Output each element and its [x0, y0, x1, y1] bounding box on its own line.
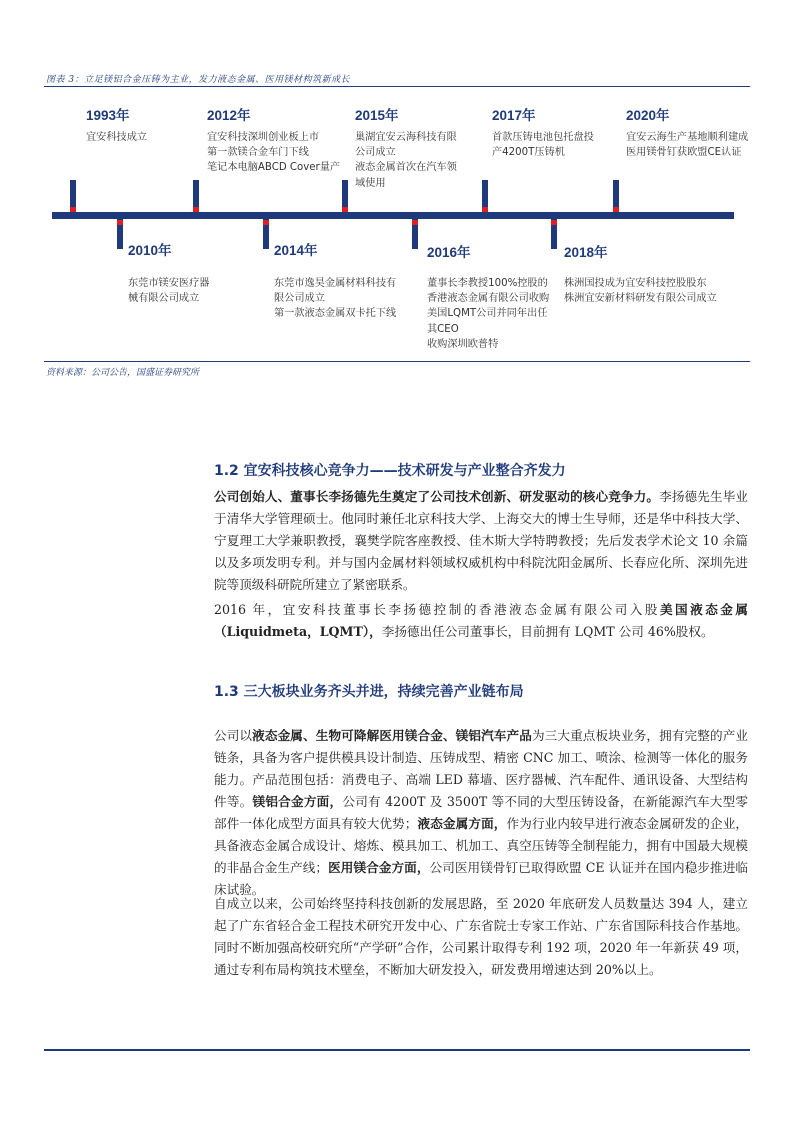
timeline-year-2014: 2014年: [274, 243, 318, 258]
section-heading-1-2: 1.2 宜安科技核心竞争力——技术研发与产业整合齐发力: [214, 463, 566, 479]
timeline-event-1993: 宜安科技成立: [86, 132, 148, 143]
timeline-axis: [52, 212, 734, 219]
paragraph-founder: 公司创始人、董事长李扬德先生奠定了公司技术创新、研发驱动的核心竞争力。李扬德先生毕业于清华大学管理硕士。他同时兼任北京科技大学、上海交大的博士生导师，还是华中科技大学、宁夏理工大学兼职教授，襄樊学院客座教授、佳木斯大学特聘教授；先后发表学术论文 10 余篇以及多项发明专利。并与国内金属材料领域权威机构中科院沈阳金属所、长春应化所、深圳先进院等顶级科研院所建立了紧密联系。: [214, 489, 749, 592]
paragraph-lqmt: 2016 年，宜安科技董事长李扬德控制的香港液态金属有限公司入股美国液态金属（Liquidmeta，LQMT），李扬德出任公司董事长，目前拥有 LQMT 公司 46%股权。: [214, 602, 748, 639]
timeline-tick-1993: [70, 180, 76, 214]
timeline-tick-2017: [482, 180, 488, 214]
timeline-tick-2020: [613, 180, 619, 214]
paragraph-lqmt-bold: 美国液态金属（Liquidmeta，LQMT），: [214, 602, 748, 639]
timeline-tick-2018: [551, 217, 557, 249]
page-bottom-rule: [44, 1049, 750, 1051]
timeline-tick-2014: [263, 217, 269, 249]
timeline-year-2016: 2016年: [427, 245, 471, 260]
timeline-year-2020: 2020年: [626, 108, 670, 123]
timeline-year-2012: 2012年: [207, 108, 251, 123]
timeline-year-2018: 2018年: [564, 245, 608, 260]
timeline-event-2015: 巢湖宜安云海科技有限 公司成立 液态金属首次在汽车领 域使用: [355, 132, 457, 189]
paragraph-founder-lead: 公司创始人、董事长李扬德先生奠定了公司技术创新、研发驱动的核心竞争力。: [214, 489, 660, 504]
timeline-tick-2016: [412, 217, 418, 249]
timeline-tick-2015: [342, 180, 348, 214]
timeline-event-2010: 东莞市镁安医疗器 械有限公司成立: [128, 278, 210, 305]
timeline-event-2016: 董事长李教授100%控股的 香港液态金属有限公司收购 美国LQMT公司并同年出任 其CEO 收购深圳欧普特: [427, 278, 550, 350]
paragraph-business: 公司以液态金属、生物可降解医用镁合金、镁铝汽车产品为三大重点板块业务，拥有完整的产业链条，具备为客户提供模具设计制造、压铸成型、精密 CNC 加工、喷涂、检测等一体化的服务能力。产品范围包括：消费电子、高端 LED 幕墙、医疗器械、汽车配件、通讯设备、大型结构件等。镁铝合金方面，公司有 4200T 及 3500T 等不同的大型压铸设备，在新能源汽车大型零部件一体化成型方面具有较大优势；液态金属方面，作为行业内较早进行液态金属研发的企业，具备液态金属合成设计、熔炼、模具加工、机加工、真空压铸等全制程能力，拥有中国最大规模的非晶合金生产线；医用镁合金方面，公司医用镁骨钉已取得欧盟 CE 认证并在国内稳步推进临床试验。: [214, 728, 749, 897]
figure-title: 图表 3：立足镁铝合金压铸为主业，发力液态金属、医用镁材构筑新成长: [46, 75, 351, 85]
paragraph-rnd: 自成立以来，公司始终坚持科技创新的发展思路，至 2020 年底研发人员数量达 394 人，建立起了广东省轻合金工程技术研究开发中心、广东省院士专家工作站、广东省国际科技合作基地。同时不断加强高校研究所“产学研”合作，公司累计取得专利 192 项，2020 年一年新获 49 项，通过专利布局构筑技术壁垒，不断加大研发投入，研发费用增速达到 20%以上。: [214, 896, 748, 977]
timeline-event-2020: 宜安云海生产基地顺利建成 医用镁骨钉获欧盟CE认证: [626, 132, 749, 159]
figure-top-rule: [44, 86, 750, 87]
figure-bottom-rule: [44, 361, 750, 362]
section-heading-1-3: 1.3 三大板块业务齐头并进，持续完善产业链布局: [214, 684, 524, 700]
timeline-event-2014: 东莞市逸昊金属材料科技有 限公司成立 第一款液态金属双卡托下线: [274, 278, 397, 320]
timeline-year-2015: 2015年: [355, 108, 399, 123]
timeline-event-2018: 株洲国投成为宜安科技控股股东 株洲宜安新材料研发有限公司成立: [564, 278, 717, 305]
timeline-tick-2010: [117, 217, 123, 249]
timeline-year-2017: 2017年: [492, 108, 536, 123]
timeline-year-2010: 2010年: [128, 243, 172, 258]
timeline-event-2017: 首款压铸电池包托盘投 产4200T压铸机: [492, 132, 594, 159]
timeline-year-1993: 1993年: [86, 108, 130, 123]
timeline-event-2012: 宜安科技深圳创业板上市 第一款镁合金车门下线 笔记本电脑ABCD Cover量产: [207, 132, 341, 174]
timeline-tick-2012: [193, 180, 199, 214]
figure-source: 资料来源：公司公告，国盛证券研究所: [46, 368, 200, 378]
